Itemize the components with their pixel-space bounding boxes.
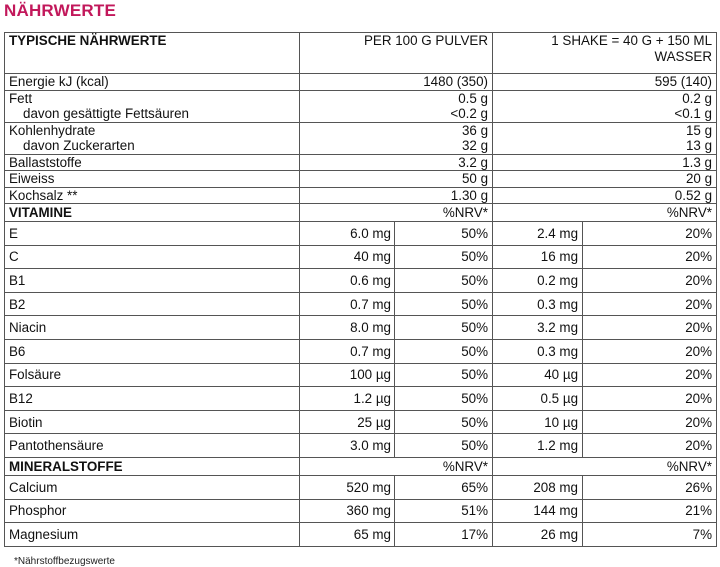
vitamin-amount-per100: 40 mg	[353, 249, 391, 265]
mineral-amount-per100: 360 mg	[346, 503, 391, 519]
vitamin-row	[5, 363, 717, 387]
nutrient-row	[5, 106, 717, 122]
header-label: TYPISCHE NÄHRWERTE	[5, 33, 300, 74]
vitamin-amount-shake: 3.2 mg	[493, 316, 583, 340]
mineral-name-cell	[5, 523, 391, 547]
vitamin-name: Pantothensäure	[9, 438, 104, 454]
nutrient-row	[5, 154, 717, 171]
mineral-nrv-per100: 65%	[395, 475, 493, 499]
vitamin-name-cell	[5, 292, 391, 316]
mineral-nrv-per100: 17%	[395, 523, 493, 547]
nutrient-per100: 32 g	[300, 138, 493, 154]
header-shake	[493, 33, 717, 74]
vitamin-row	[5, 316, 717, 340]
vitamin-amount-shake: 0.3 mg	[493, 339, 583, 363]
vitamin-amount-shake: 1.2 mg	[493, 434, 583, 458]
vitamin-nrv-per100: 50%	[395, 245, 493, 269]
vitamin-nrv-per100: 50%	[395, 434, 493, 458]
vitamin-name: B1	[9, 272, 26, 288]
vitamin-name-cell	[5, 222, 391, 246]
mineral-row	[5, 523, 717, 547]
vitamin-nrv-shake: 20%	[583, 339, 717, 363]
vitamin-nrv-shake: 20%	[583, 434, 717, 458]
mineral-row	[5, 499, 717, 523]
nutrient-label: Kochsalz **	[5, 187, 300, 204]
vitamin-amount-per100: 3.0 mg	[350, 438, 391, 454]
nutrient-shake: 20 g	[493, 171, 717, 188]
nutrient-per100: 1480 (350)	[300, 74, 493, 91]
vitamin-nrv-shake: 20%	[583, 316, 717, 340]
vitamin-nrv-per100: 50%	[395, 387, 493, 411]
vitamin-nrv-shake: %NRV*	[493, 204, 717, 222]
mineral-name: Magnesium	[9, 526, 79, 542]
nutrient-label: davon Zuckerarten	[5, 138, 300, 154]
vitamin-amount-shake: 10 µg	[493, 410, 583, 434]
vitamin-amount-per100: 100 µg	[349, 367, 391, 383]
vitamin-amount-per100: 6.0 mg	[350, 225, 391, 241]
nutrient-per100: 0.5 g	[300, 90, 493, 106]
vitamin-name-cell	[5, 387, 391, 411]
mineral-nrv-shake: 26%	[583, 475, 717, 499]
nutrient-shake: 15 g	[493, 122, 717, 138]
header-per100: PER 100 G PULVER	[300, 33, 493, 74]
nutrition-table	[4, 32, 717, 547]
vitamin-nrv-per100: 50%	[395, 292, 493, 316]
mineral-nrv-shake: %NRV*	[493, 457, 717, 475]
mineral-name-cell	[5, 499, 391, 523]
mineral-heading-row	[5, 457, 717, 475]
nutrient-row	[5, 74, 717, 91]
nutrient-label: Fett	[5, 90, 300, 106]
vitamin-nrv-shake: 20%	[583, 245, 717, 269]
mineral-amount-shake: 144 mg	[493, 499, 583, 523]
vitamin-amount-per100: 8.0 mg	[350, 320, 391, 336]
mineral-nrv-per100: %NRV*	[300, 457, 493, 475]
vitamin-name: Niacin	[9, 320, 47, 336]
nutrient-per100: <0.2 g	[300, 106, 493, 122]
nutrient-per100: 3.2 g	[300, 154, 493, 171]
nutrient-label: Ballaststoffe	[5, 154, 300, 171]
vitamin-nrv-shake: 20%	[583, 292, 717, 316]
vitamin-nrv-shake: 20%	[583, 363, 717, 387]
vitamin-amount-shake: 2.4 mg	[493, 222, 583, 246]
vitamin-amount-shake: 40 µg	[493, 363, 583, 387]
nutrient-row	[5, 90, 717, 106]
vitamin-row	[5, 245, 717, 269]
mineral-amount-shake: 26 mg	[493, 523, 583, 547]
nutrient-per100: 1.30 g	[300, 187, 493, 204]
nutrient-row	[5, 138, 717, 154]
vitamin-nrv-shake: 20%	[583, 410, 717, 434]
nutrient-per100: 50 g	[300, 171, 493, 188]
vitamin-name: B2	[9, 296, 26, 312]
nutrient-row	[5, 171, 717, 188]
mineral-amount-shake: 208 mg	[493, 475, 583, 499]
vitamin-nrv-shake: 20%	[583, 269, 717, 293]
nutrient-shake: 13 g	[493, 138, 717, 154]
mineral-name-cell	[5, 475, 391, 499]
vitamin-amount-shake: 0.2 mg	[493, 269, 583, 293]
vitamin-amount-shake: 0.3 mg	[493, 292, 583, 316]
nutrient-label: Kohlenhydrate	[5, 122, 300, 138]
vitamin-heading: VITAMINE	[5, 204, 300, 222]
vitamin-amount-shake: 0.5 µg	[493, 387, 583, 411]
nutrient-row	[5, 187, 717, 204]
vitamin-nrv-per100: 50%	[395, 339, 493, 363]
vitamin-amount-shake: 16 mg	[493, 245, 583, 269]
mineral-nrv-shake: 21%	[583, 499, 717, 523]
vitamin-nrv-per100: 50%	[395, 410, 493, 434]
nutrient-shake: 0.2 g	[493, 90, 717, 106]
vitamin-amount-per100: 0.6 mg	[350, 272, 391, 288]
header-shake-line2: WASSER	[654, 48, 713, 64]
page-title: NÄHRWERTE	[4, 1, 116, 20]
nutrient-shake: 595 (140)	[493, 74, 717, 91]
mineral-nrv-per100: 51%	[395, 499, 493, 523]
vitamin-row	[5, 339, 717, 363]
vitamin-heading-row	[5, 204, 717, 222]
nutrient-shake: <0.1 g	[493, 106, 717, 122]
nutrient-row	[5, 122, 717, 138]
vitamin-nrv-shake: 20%	[583, 387, 717, 411]
mineral-amount-per100: 520 mg	[346, 479, 391, 495]
vitamin-name: C	[9, 249, 19, 265]
vitamin-name-cell	[5, 245, 391, 269]
vitamin-name: Biotin	[9, 414, 43, 430]
vitamin-nrv-per100: 50%	[395, 269, 493, 293]
nutrient-shake: 0.52 g	[493, 187, 717, 204]
mineral-amount-per100: 65 mg	[353, 526, 391, 542]
vitamin-amount-per100: 0.7 mg	[350, 296, 391, 312]
vitamin-nrv-per100: 50%	[395, 222, 493, 246]
vitamin-name-cell	[5, 339, 391, 363]
vitamin-row	[5, 292, 717, 316]
vitamin-amount-per100: 1.2 µg	[353, 390, 391, 406]
mineral-row	[5, 475, 717, 499]
mineral-heading: MINERALSTOFFE	[5, 457, 300, 475]
mineral-name: Calcium	[9, 479, 58, 495]
vitamin-name-cell	[5, 363, 391, 387]
header-shake-line1: 1 SHAKE = 40 G + 150 ML	[551, 33, 713, 48]
mineral-name: Phosphor	[9, 503, 67, 519]
vitamin-nrv-shake: 20%	[583, 222, 717, 246]
vitamin-amount-per100: 0.7 mg	[350, 343, 391, 359]
vitamin-name: B6	[9, 343, 26, 359]
vitamin-nrv-per100: 50%	[395, 363, 493, 387]
vitamin-nrv-per100: %NRV*	[300, 204, 493, 222]
vitamin-name-cell	[5, 434, 391, 458]
nutrient-label: Energie kJ (kcal)	[5, 74, 300, 91]
vitamin-name-cell	[5, 269, 391, 293]
vitamin-row	[5, 434, 717, 458]
vitamin-name: E	[9, 225, 18, 241]
nutrient-label: Eiweiss	[5, 171, 300, 188]
vitamin-row	[5, 410, 717, 434]
mineral-nrv-shake: 7%	[583, 523, 717, 547]
vitamin-name-cell	[5, 316, 391, 340]
vitamin-name: B12	[9, 390, 33, 406]
vitamin-name: Folsäure	[9, 367, 62, 383]
vitamin-amount-per100: 25 µg	[357, 414, 391, 430]
footnote: *Nährstoffbezugswerte	[14, 556, 115, 567]
vitamin-row	[5, 222, 717, 246]
vitamin-row	[5, 387, 717, 411]
vitamin-nrv-per100: 50%	[395, 316, 493, 340]
nutrient-shake: 1.3 g	[493, 154, 717, 171]
vitamin-name-cell	[5, 410, 391, 434]
vitamin-row	[5, 269, 717, 293]
nutrient-label: davon gesättigte Fettsäuren	[5, 106, 300, 122]
nutrient-per100: 36 g	[300, 122, 493, 138]
table-header-row	[5, 33, 717, 74]
